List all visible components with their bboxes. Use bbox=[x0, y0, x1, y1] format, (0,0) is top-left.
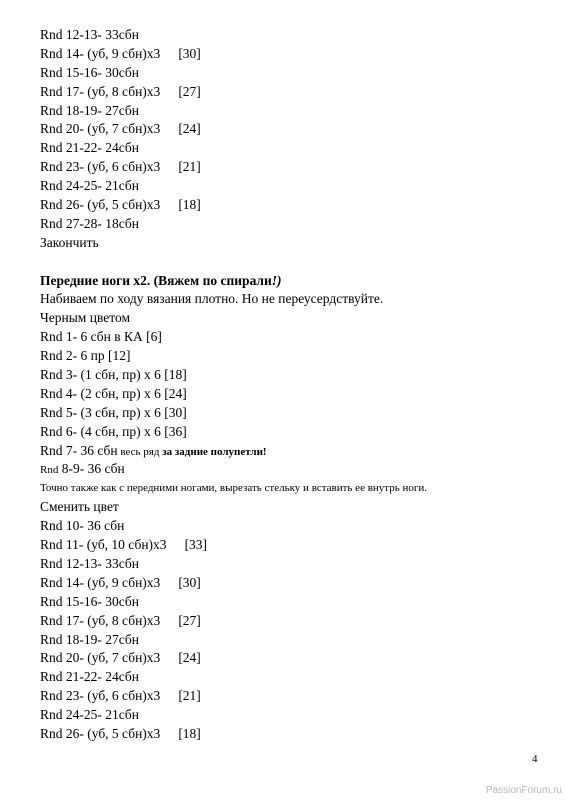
round-line: Rnd 1- 6 сбн в КА [6] bbox=[40, 329, 162, 345]
round-line: Rnd 5- (3 сбн, пр) х 6 [30] bbox=[40, 404, 187, 420]
document-content bbox=[40, 26, 540, 744]
round-line bbox=[40, 649, 540, 668]
round-line: Rnd 4- (2 сбн, пр) х 6 [24] bbox=[40, 385, 187, 401]
round-text: Rnd 10- 36 сбн bbox=[40, 518, 125, 534]
round-line bbox=[40, 706, 540, 725]
round-line bbox=[40, 83, 540, 102]
round-line bbox=[40, 631, 540, 650]
round-text: Rnd 21-22- 24сбн bbox=[40, 669, 139, 685]
round-text: Rnd 23- (уб, 6 сбн)х3 bbox=[40, 688, 161, 704]
round-note: весь ряд bbox=[117, 445, 163, 458]
section-heading bbox=[40, 272, 540, 291]
change-color-note: Сменить цвет bbox=[40, 499, 119, 515]
round-emphasis: за задние полупетли! bbox=[162, 445, 267, 458]
stitch-count: [18] bbox=[178, 725, 201, 741]
heading-italic-text: !) bbox=[271, 272, 282, 288]
round-text: Rnd 15-16- 30сбн bbox=[40, 593, 139, 609]
round-text: 8-9- 36 сбн bbox=[58, 461, 125, 477]
round-line bbox=[40, 45, 540, 64]
color-note: Черным цветом bbox=[40, 310, 130, 326]
round-text: Rnd 12-13- 33сбн bbox=[40, 555, 139, 571]
round-text: Rnd 12-13- 33сбн bbox=[40, 27, 139, 42]
round-text: Rnd 21-22- 24сбн bbox=[40, 140, 139, 156]
round-text: Rnd 18-19- 27сбн bbox=[40, 631, 139, 647]
round-text: Rnd 24-25- 21сбн bbox=[40, 178, 139, 194]
round-line bbox=[40, 725, 540, 744]
round-line bbox=[40, 593, 540, 612]
stitch-count: [24] bbox=[178, 650, 201, 666]
round-text: Rnd 27-28- 18сбн bbox=[40, 215, 139, 231]
round-line bbox=[40, 139, 540, 158]
round-text: Rnd 14- (уб, 9 сбн)х3 bbox=[40, 574, 161, 590]
round-text: Rnd 20- (уб, 7 сбн)х3 bbox=[40, 121, 161, 137]
section-front-legs bbox=[40, 272, 540, 744]
stitch-count: [30] bbox=[178, 574, 201, 590]
stitch-count: [21] bbox=[178, 688, 201, 704]
round-7-line bbox=[40, 442, 540, 461]
round-line bbox=[40, 64, 540, 83]
round-line bbox=[40, 536, 540, 555]
heading-text: Передние ноги х2. (Вяжем по спирали bbox=[40, 272, 272, 288]
round-line bbox=[40, 517, 540, 536]
round-line bbox=[40, 555, 540, 574]
stitch-count: [27] bbox=[178, 612, 201, 628]
round-text: Rnd 26- (уб, 5 сбн)х3 bbox=[40, 725, 161, 741]
page-number: 4 bbox=[532, 753, 538, 765]
watermark: PassionForum.ru bbox=[485, 785, 562, 796]
stuffing-note: Набиваем по ходу вязания плотно. Но не переусердствуйте. bbox=[40, 291, 384, 307]
round-line bbox=[40, 215, 540, 234]
round-prefix: Rnd bbox=[40, 464, 59, 477]
round-line bbox=[40, 120, 540, 139]
stitch-count: [18] bbox=[178, 197, 201, 213]
round-text: Rnd 11- (уб, 10 сбн)х3 bbox=[40, 537, 167, 553]
round-line bbox=[40, 687, 540, 706]
stitch-count: [33] bbox=[184, 537, 208, 553]
round-text: Rnd 17- (уб, 8 сбн)х3 bbox=[40, 83, 161, 99]
stitch-count: [30] bbox=[178, 45, 201, 61]
insole-note: Точно также как с передними ногами, вырезать стельку и вставить ее внутрь ноги. bbox=[40, 482, 428, 495]
round-text: Rnd 15-16- 30сбн bbox=[40, 64, 139, 80]
round-line: Rnd 6- (4 сбн, пр) х 6 [36] bbox=[40, 423, 187, 439]
stitch-count: [24] bbox=[178, 121, 201, 137]
round-line bbox=[40, 158, 540, 177]
round-line bbox=[40, 102, 540, 121]
finish-instruction: Закончить bbox=[40, 234, 99, 250]
round-line bbox=[40, 26, 540, 45]
round-text: Rnd 26- (уб, 5 сбн)х3 bbox=[40, 197, 161, 213]
round-text: Rnd 23- (уб, 6 сбн)х3 bbox=[40, 159, 161, 175]
round-line: Rnd 3- (1 сбн, пр) х 6 [18] bbox=[40, 367, 187, 383]
round-line: Rnd 2- 6 пр [12] bbox=[40, 348, 131, 364]
round-text: Rnd 24-25- 21сбн bbox=[40, 707, 139, 723]
round-8-line bbox=[40, 460, 540, 479]
round-text: Rnd 14- (уб, 9 сбн)х3 bbox=[40, 45, 161, 61]
round-line bbox=[40, 177, 540, 196]
round-text: Rnd 18-19- 27сбн bbox=[40, 102, 139, 118]
section-rounds-continued bbox=[40, 26, 540, 253]
round-line bbox=[40, 668, 540, 687]
round-line bbox=[40, 612, 540, 631]
round-line bbox=[40, 574, 540, 593]
round-text: Rnd 7- 36 сбн bbox=[40, 442, 118, 458]
blank-line bbox=[40, 253, 540, 272]
round-text: Rnd 17- (уб, 8 сбн)х3 bbox=[40, 612, 161, 628]
stitch-count: [21] bbox=[178, 159, 201, 175]
round-text: Rnd 20- (уб, 7 сбн)х3 bbox=[40, 650, 161, 666]
stitch-count: [27] bbox=[178, 83, 201, 99]
round-line bbox=[40, 196, 540, 215]
